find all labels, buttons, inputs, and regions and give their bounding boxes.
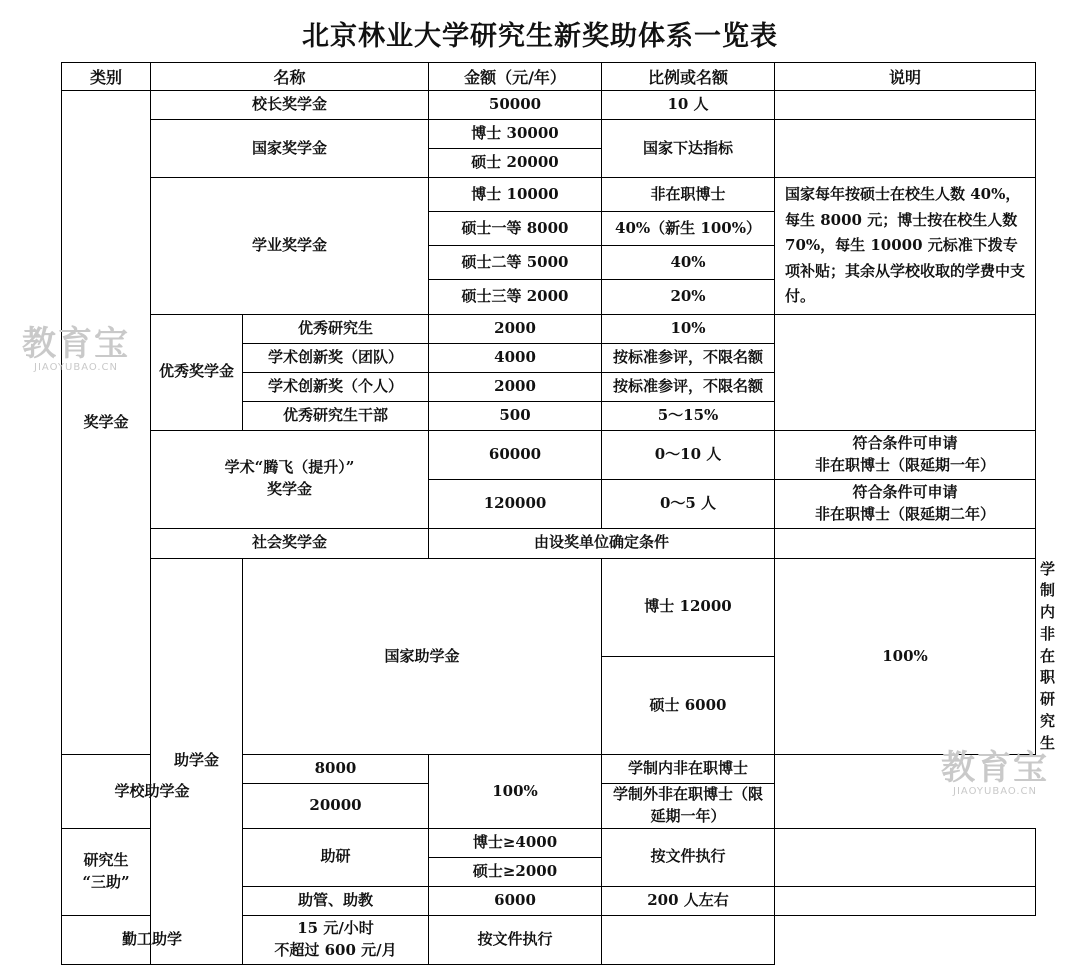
tengfei-note-line1: 符合条件可申请 xyxy=(852,482,958,501)
three-assist-group xyxy=(62,828,151,915)
president-ratio: 10 人 xyxy=(602,91,775,120)
excellent-group: 优秀奖学金 xyxy=(151,314,243,430)
admin-assist-amount: 6000 xyxy=(429,886,602,915)
watermark-logo-text: 教育宝 xyxy=(941,748,1049,788)
tengfei-name-line1: 学术“腾飞（提升）” xyxy=(224,458,355,477)
header-category: 类别 xyxy=(62,63,151,91)
school-grant-ratio: 100% xyxy=(429,755,602,829)
excellent-amount: 2000 xyxy=(429,372,602,401)
table-row xyxy=(62,430,1036,479)
research-assist-ratio: 按文件执行 xyxy=(602,828,775,886)
national-note xyxy=(775,120,1036,178)
excellent-name: 优秀研究生干部 xyxy=(243,401,429,430)
national-amount-phd: 博士 30000 xyxy=(429,120,602,149)
research-assist-amount-master: 硕士≥2000 xyxy=(429,857,602,886)
three-assist-line1: 研究生 xyxy=(83,851,129,869)
school-grant-amount2: 20000 xyxy=(243,784,429,829)
excellent-amount: 4000 xyxy=(429,343,602,372)
excellent-ratio: 按标准参评，不限名额 xyxy=(602,343,775,372)
work-study-name: 勤工助学 xyxy=(62,915,243,964)
national-name: 国家奖学金 xyxy=(151,120,429,178)
header-ratio: 比例或名额 xyxy=(602,63,775,91)
tengfei-note xyxy=(775,479,1036,528)
watermark-url: JIAOYUBAO.CN xyxy=(953,786,1037,797)
category-scholarship: 奖学金 xyxy=(62,91,151,755)
category-grant: 助学金 xyxy=(151,558,243,964)
national-grant-ratio: 100% xyxy=(775,558,1036,755)
excellent-amount: 2000 xyxy=(429,314,602,343)
research-assist-amount-phd: 博士≥4000 xyxy=(429,828,602,857)
page-title: 北京林业大学研究生新奖助体系一览表 xyxy=(302,21,778,52)
tengfei-amount: 120000 xyxy=(429,479,602,528)
admin-assist-name: 助管、助教 xyxy=(243,886,429,915)
president-note xyxy=(775,91,1036,120)
admin-assist-note xyxy=(775,886,1036,915)
school-grant-note1: 学制内非在职博士 xyxy=(602,755,775,784)
social-note xyxy=(775,528,1036,558)
president-name: 校长奖学金 xyxy=(151,91,429,120)
table-header-row xyxy=(62,63,1036,91)
school-grant-amount1: 8000 xyxy=(243,755,429,784)
scholarship-table xyxy=(61,62,1056,965)
header-note: 说明 xyxy=(775,63,1036,91)
tengfei-note-line2: 非在职博士（限延期一年） xyxy=(815,455,996,474)
school-grant-name: 学校助学金 xyxy=(62,755,243,829)
academic-amount: 硕士二等 5000 xyxy=(429,246,602,280)
table-row xyxy=(62,314,1036,343)
table-row xyxy=(62,91,1036,120)
tengfei-ratio: 0～5 人 xyxy=(602,479,775,528)
table-row xyxy=(62,178,1036,212)
excellent-ratio: 按标准参评，不限名额 xyxy=(602,372,775,401)
work-study-note xyxy=(602,915,775,964)
work-study-ratio: 按文件执行 xyxy=(429,915,602,964)
admin-assist-ratio: 200 人左右 xyxy=(602,886,775,915)
academic-ratio: 40%（新生 100%） xyxy=(602,212,775,246)
tengfei-note-line1: 符合条件可申请 xyxy=(852,433,958,452)
research-assist-name: 助研 xyxy=(243,828,429,886)
excellent-ratio: 5～15% xyxy=(602,401,775,430)
academic-ratio: 20% xyxy=(602,280,775,314)
academic-note: 国家每年按硕士在校生人数 40%，每生 8000 元；博士按在校生人数 70%，每生 10000 元标准下拨专项补贴；其余从学校收取的学费中支付。 xyxy=(775,178,1036,315)
header-amount: 金额（元/年） xyxy=(429,63,602,91)
tengfei-ratio: 0～10 人 xyxy=(602,430,775,479)
table-row xyxy=(62,120,1036,149)
academic-amount: 博士 10000 xyxy=(429,178,602,212)
school-grant-note2: 学制外非在职博士（限延期一年） xyxy=(602,784,775,829)
header-name: 名称 xyxy=(151,63,429,91)
watermark-left xyxy=(16,326,136,374)
excellent-name: 学术创新奖（团队） xyxy=(243,343,429,372)
work-study-amount-line2: 不超过 600 元/月 xyxy=(274,940,397,959)
table-row: 助学金 国家助学金 博士 12000 100% 学制内非在职研究生 xyxy=(62,558,1036,656)
tengfei-name-line2: 奖学金 xyxy=(267,480,313,498)
excellent-note xyxy=(775,314,1036,430)
work-study-amount xyxy=(243,915,429,964)
national-grant-name: 国家助学金 xyxy=(243,558,602,755)
national-amount-master: 硕士 20000 xyxy=(429,149,602,178)
academic-ratio: 非在职博士 xyxy=(602,178,775,212)
watermark-right xyxy=(935,750,1055,798)
excellent-name: 优秀研究生 xyxy=(243,314,429,343)
watermark-logo-text: 教育宝 xyxy=(22,324,130,364)
tengfei-name xyxy=(151,430,429,528)
three-assist-line2: “三助” xyxy=(82,872,130,891)
research-assist-note xyxy=(775,828,1036,886)
president-amount: 50000 xyxy=(429,91,602,120)
national-ratio: 国家下达指标 xyxy=(602,120,775,178)
national-grant-amount-master: 硕士 6000 xyxy=(602,656,775,754)
work-study-amount-line1: 15 元/小时 xyxy=(297,919,374,937)
tengfei-note xyxy=(775,430,1036,479)
academic-amount: 硕士三等 2000 xyxy=(429,280,602,314)
table-row xyxy=(62,915,1036,964)
tengfei-note-line2: 非在职博士（限延期二年） xyxy=(815,504,996,523)
table-row xyxy=(62,528,1036,558)
academic-name: 学业奖学金 xyxy=(151,178,429,315)
excellent-ratio: 10% xyxy=(602,314,775,343)
excellent-amount: 500 xyxy=(429,401,602,430)
excellent-name: 学术创新奖（个人） xyxy=(243,372,429,401)
social-name: 社会奖学金 xyxy=(151,528,429,558)
watermark-url: JIAOYUBAO.CN xyxy=(34,362,118,373)
academic-ratio: 40% xyxy=(602,246,775,280)
tengfei-amount: 60000 xyxy=(429,430,602,479)
national-grant-amount-phd: 博士 12000 xyxy=(602,558,775,656)
academic-amount: 硕士一等 8000 xyxy=(429,212,602,246)
social-condition: 由设奖单位确定条件 xyxy=(429,528,775,558)
